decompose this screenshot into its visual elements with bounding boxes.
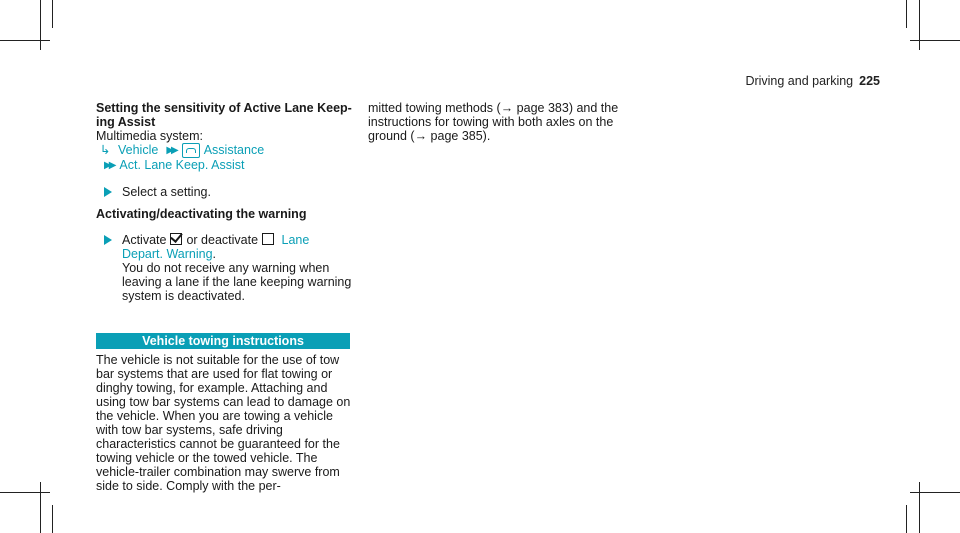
sensitivity-heading: Setting the sensitivity of Active Lane Keep-ing Assist xyxy=(96,101,352,129)
nav-vehicle[interactable]: Vehicle xyxy=(118,143,159,157)
section-title: Driving and parking xyxy=(745,74,854,88)
double-chevron-icon: ▶▶ xyxy=(104,160,114,171)
crop-mark xyxy=(919,0,920,50)
crop-mark xyxy=(52,505,53,533)
crop-mark xyxy=(0,40,50,41)
right-column xyxy=(368,101,624,143)
towing-body: The vehicle is not suitable for the use of tow bar systems that are used for flat towing or dinghy towing, for example. Attaching and using tow bar systems can lead to damage on the vehicle. When you are towing a vehicle with tow bar systems, safe driving characteristics cannot be guaranteed for the towing vehicle or the towed vehicle. The vehicle-trailer combination may swerve from side to side. Comply with the per- xyxy=(96,353,351,493)
crop-mark xyxy=(40,0,41,50)
return-arrow-icon: ↳ xyxy=(100,143,111,157)
activate-step: Activate or deactivate Lane Depart. Warning. xyxy=(96,233,352,261)
page-number: 225 xyxy=(859,74,880,88)
nav-lane-keep[interactable]: Act. Lane Keep. Assist xyxy=(119,158,245,172)
step-arrow-icon xyxy=(104,235,112,245)
crop-mark xyxy=(919,482,920,533)
page-ref[interactable]: → page 383 xyxy=(500,101,569,115)
unchecked-box-icon xyxy=(262,233,274,245)
crop-mark xyxy=(40,482,41,533)
towing-heading-bar: Vehicle towing instructions xyxy=(96,333,350,349)
car-icon xyxy=(182,143,200,158)
checked-box-icon xyxy=(170,233,182,245)
warning-note: You do not receive any warning when leaving a lane if the lane keeping warning system is deactivated. xyxy=(122,261,352,303)
running-header xyxy=(745,74,880,88)
towing-continued: mitted towing methods (→ page 383) and the instructions for towing with both axles on the ground (→ page 385). xyxy=(368,101,619,143)
menu-path xyxy=(96,143,352,173)
crop-mark xyxy=(910,492,960,493)
crop-mark xyxy=(910,40,960,41)
select-step: Select a setting. xyxy=(96,185,352,199)
lane-depart-setting[interactable]: Lane Depart. Warning xyxy=(122,233,310,261)
crop-mark xyxy=(52,0,53,28)
double-chevron-icon: ▶▶ xyxy=(166,145,176,156)
left-column xyxy=(96,101,352,493)
intro-text: Multimedia system: xyxy=(96,129,203,143)
crop-mark xyxy=(906,0,907,28)
warning-heading: Activating/deactivating the warning xyxy=(96,207,307,221)
crop-mark xyxy=(906,505,907,533)
crop-mark xyxy=(0,492,50,493)
nav-assistance[interactable]: Assistance xyxy=(203,143,265,157)
page-ref[interactable]: → page 385 xyxy=(414,129,483,143)
step-arrow-icon xyxy=(104,187,112,197)
